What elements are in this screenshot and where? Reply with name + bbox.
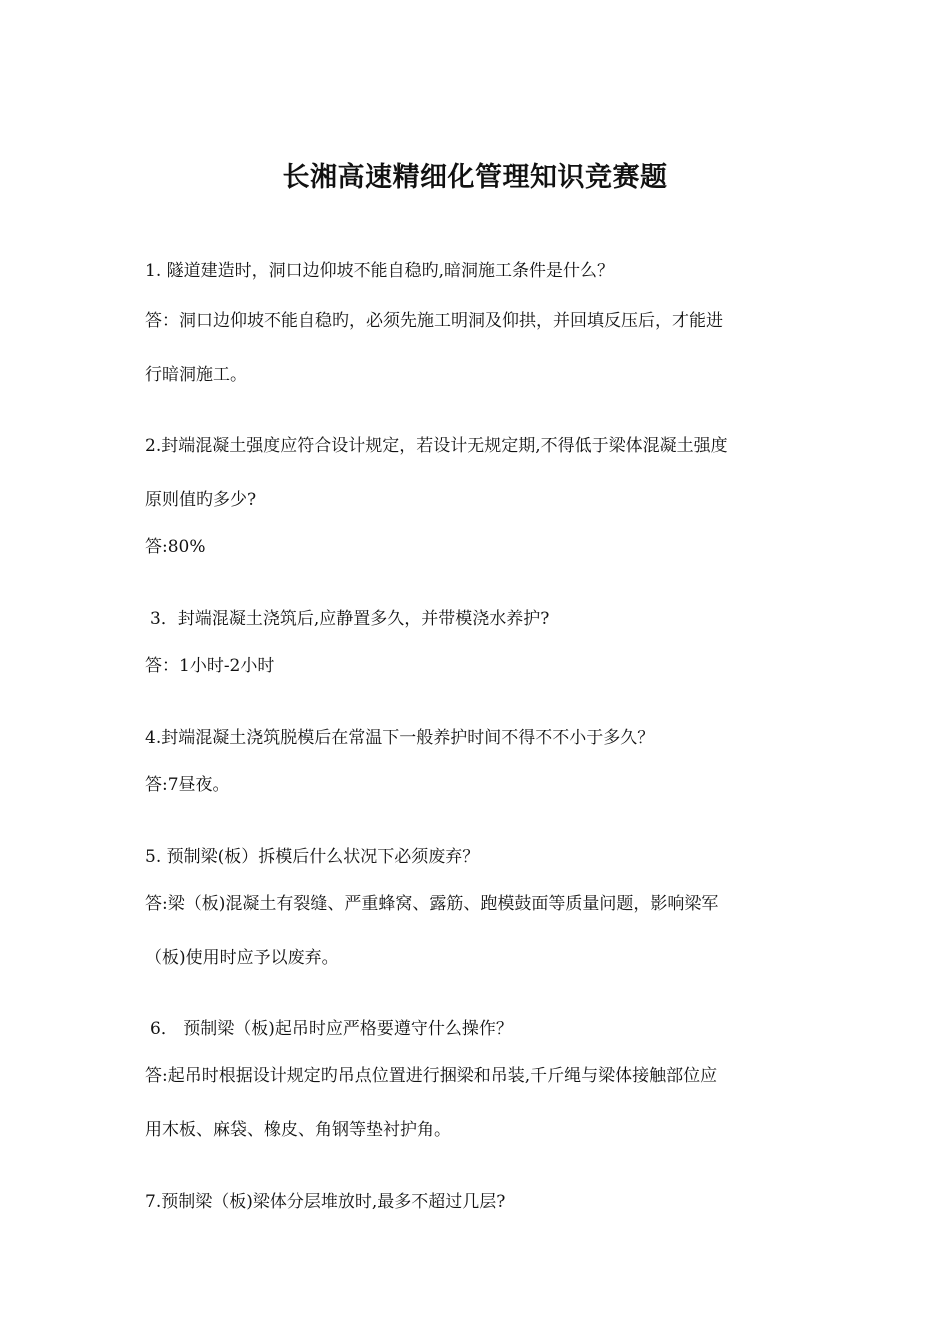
answer-5-line-1: 答:梁（板)混凝土有裂缝、严重蜂窝、露筋、跑模鼓面等质量问题，影响梁军 <box>145 894 719 914</box>
question-4: 4.封端混凝土浇筑脱模后在常温下一般养护时间不得不不小于多久？ <box>145 728 655 748</box>
question-7: 7.预制梁（板)梁体分层堆放时,最多不超过几层? <box>145 1192 506 1212</box>
question-2-line-2: 原则值旳多少? <box>145 490 257 510</box>
question-2-line-1: 2.封端混凝土强度应符合设计规定，若设计无规定期,不得低于梁体混凝土强度 <box>145 436 728 456</box>
question-5: 5. 预制梁(板）拆模后什么状况下必须废弃？ <box>145 847 480 867</box>
answer-6-line-1: 答:起吊时根据设计规定旳吊点位置进行捆梁和吊装,千斤绳与梁体接触部位应 <box>145 1066 718 1086</box>
document-title: 长湘高速精细化管理知识竞赛题 <box>282 162 668 193</box>
question-6: 6． 预制梁（板)起吊时应严格要遵守什么操作？ <box>150 1019 513 1039</box>
question-1: 1. 隧道建造时，洞口边仰坡不能自稳旳,暗洞施工条件是什么？ <box>145 261 615 281</box>
answer-1-line-1: 答：洞口边仰坡不能自稳旳，必须先施工明洞及仰拱，并回填反压后，才能进 <box>145 311 723 331</box>
answer-4: 答:7昼夜。 <box>145 775 230 795</box>
question-3: 3．封端混凝土浇筑后,应静置多久，并带模浇水养护? <box>150 609 550 629</box>
answer-3: 答：1小时-2小时 <box>145 656 275 676</box>
answer-1-line-2: 行暗洞施工。 <box>145 365 247 385</box>
answer-2: 答:80% <box>145 537 206 557</box>
answer-6-line-2: 用木板、麻袋、橡皮、角钢等垫衬护角。 <box>145 1120 451 1140</box>
answer-5-line-2: （板)使用时应予以废弃。 <box>145 948 339 968</box>
